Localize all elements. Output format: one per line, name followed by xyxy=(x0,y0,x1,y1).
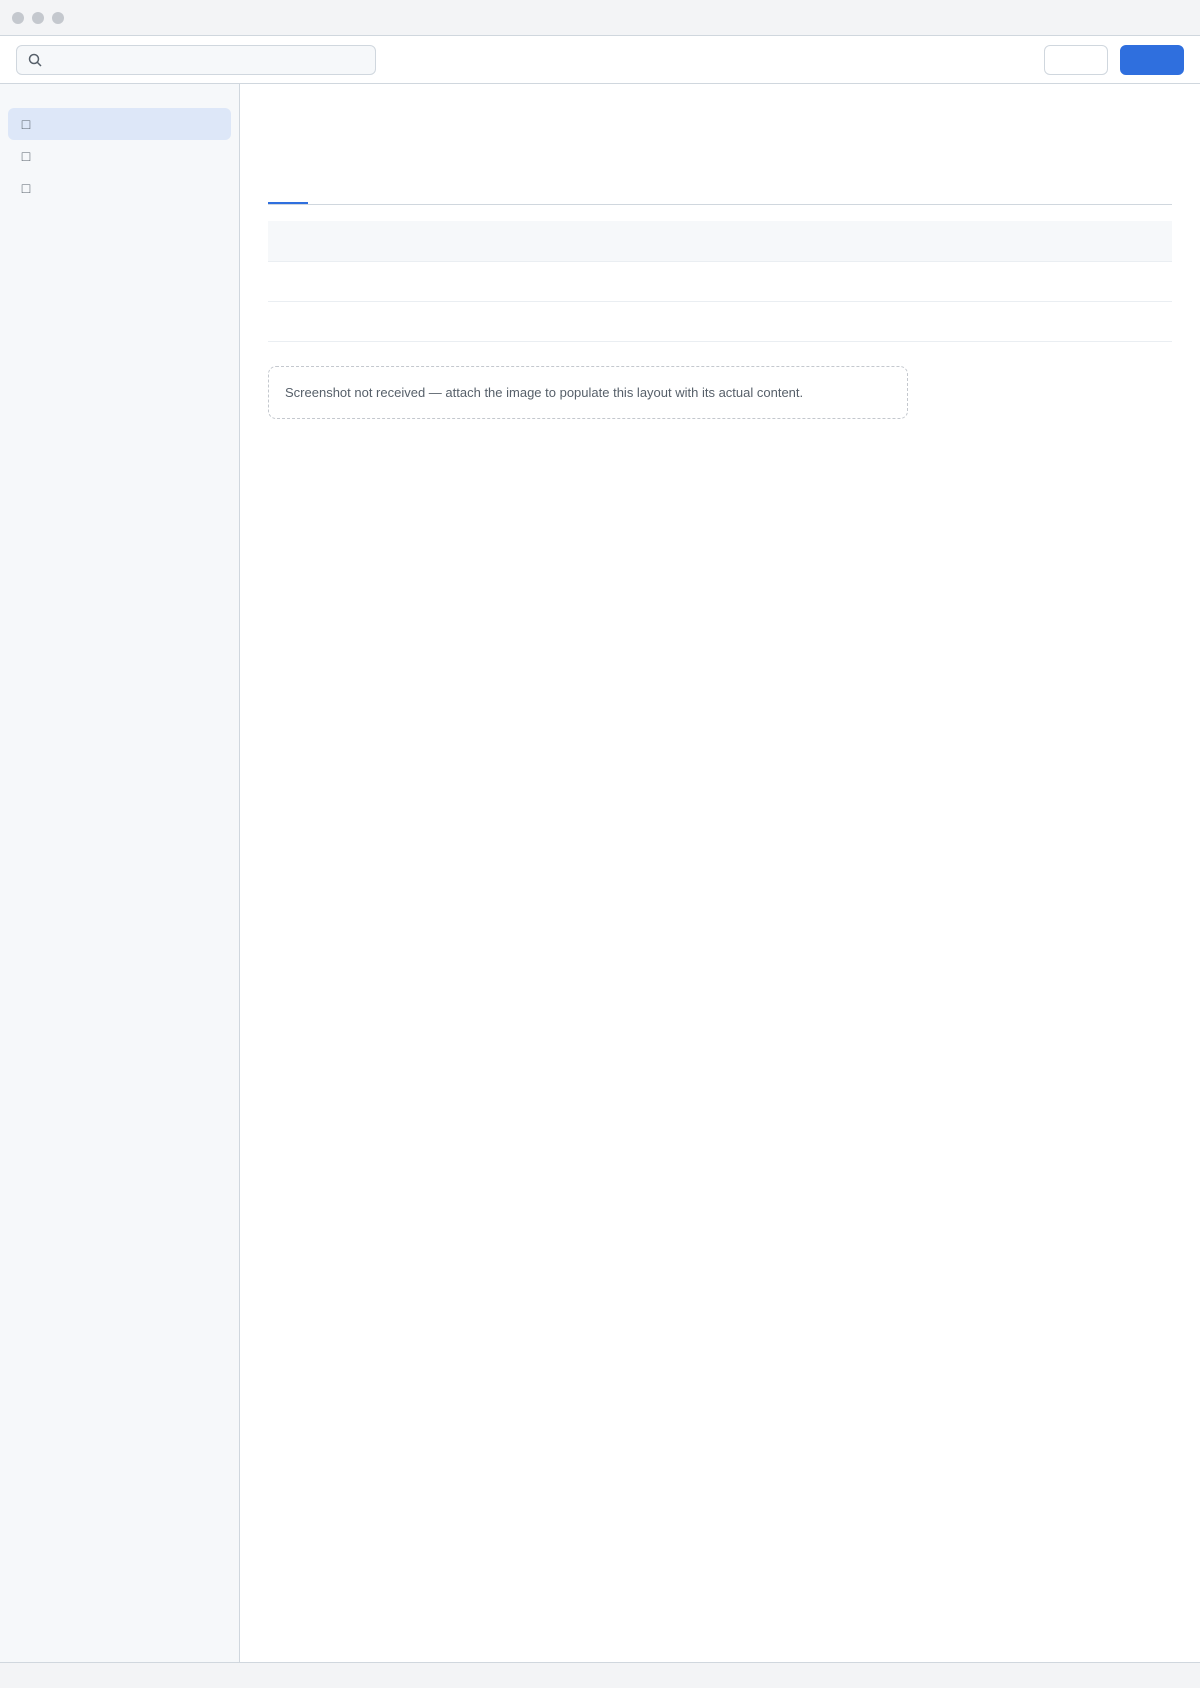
table-cell xyxy=(569,301,870,341)
sidebar-item[interactable] xyxy=(8,172,231,204)
tab-bar xyxy=(268,170,1172,205)
table-cell xyxy=(871,261,1172,301)
column-header[interactable] xyxy=(268,221,569,261)
sidebar xyxy=(0,84,240,1662)
table-header-row xyxy=(268,221,1172,261)
table-cell xyxy=(268,301,569,341)
breadcrumb xyxy=(268,104,1172,120)
page-title xyxy=(268,126,1172,154)
table-row[interactable] xyxy=(268,301,1172,341)
table-cell xyxy=(871,301,1172,341)
sidebar-item[interactable] xyxy=(8,140,231,172)
table-row[interactable] xyxy=(268,261,1172,301)
app-shell xyxy=(0,84,1200,1662)
search-input[interactable] xyxy=(49,52,365,67)
sidebar-item[interactable] xyxy=(8,108,231,140)
title-bar xyxy=(0,0,1200,36)
status-bar xyxy=(0,1662,1200,1688)
sidebar-heading xyxy=(8,96,231,108)
column-header[interactable] xyxy=(569,221,870,261)
window-controls xyxy=(12,12,64,24)
secondary-action-button[interactable] xyxy=(1044,45,1108,75)
folder-icon: □ xyxy=(21,148,31,164)
search-box[interactable] xyxy=(16,45,376,75)
tab-item[interactable] xyxy=(268,170,308,204)
search-icon xyxy=(27,52,43,68)
data-table xyxy=(268,221,1172,342)
minimize-window-button[interactable] xyxy=(32,12,44,24)
toolbar xyxy=(0,36,1200,84)
column-header[interactable] xyxy=(871,221,1172,261)
close-window-button[interactable] xyxy=(12,12,24,24)
main-content xyxy=(240,84,1200,1662)
maximize-window-button[interactable] xyxy=(52,12,64,24)
placeholder-notice: Screenshot not received — attach the image to populate this layout with its actual content. xyxy=(268,366,908,420)
tab-item[interactable] xyxy=(312,170,352,204)
primary-action-button[interactable] xyxy=(1120,45,1184,75)
table-cell xyxy=(268,261,569,301)
folder-icon: □ xyxy=(21,180,31,196)
table-cell xyxy=(569,261,870,301)
folder-icon: □ xyxy=(21,116,31,132)
